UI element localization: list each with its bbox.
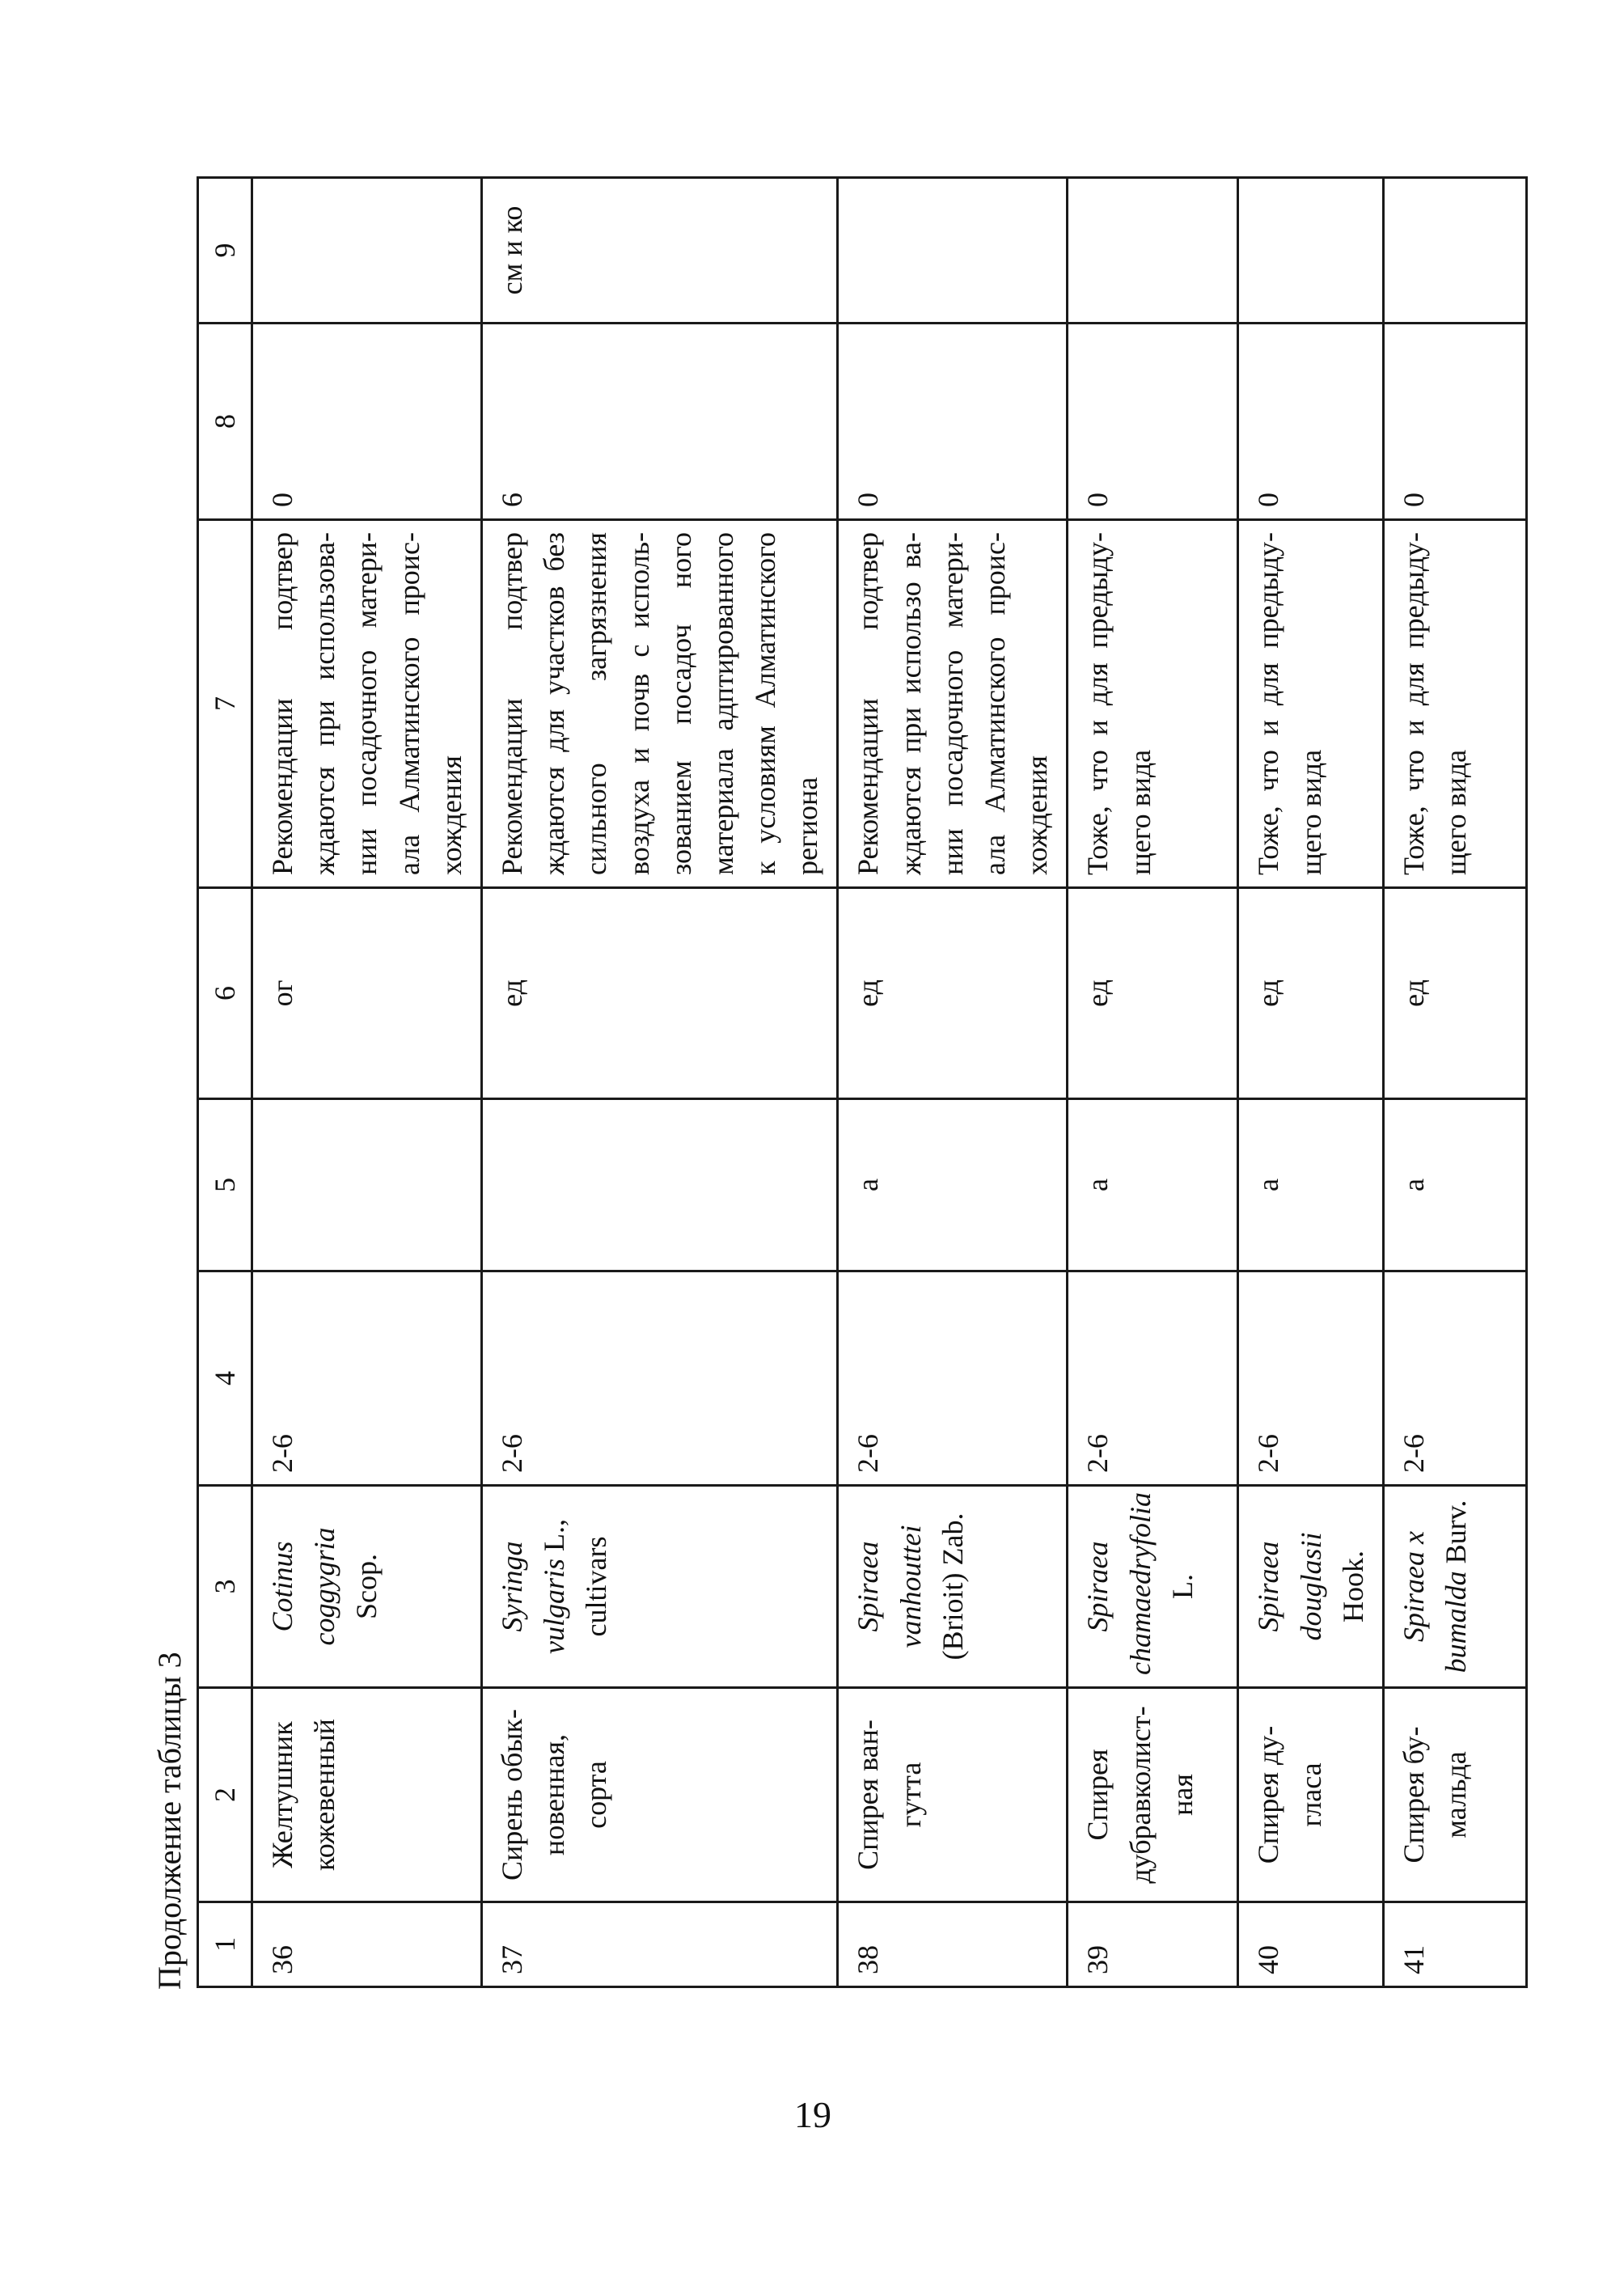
cell-col5: а [1383,1099,1526,1271]
latin-name [838,1486,1068,1688]
table-row [1068,178,1238,1987]
latin-name [1238,1486,1384,1688]
cell-col6: ед [838,888,1068,1099]
latin-name [252,1486,482,1688]
header-cell: 7 [198,520,252,888]
cell-col5 [481,1099,838,1271]
row-number: 36 [252,1902,482,1987]
cell-col8: 0 [1068,324,1238,520]
row-number: 37 [481,1902,838,1987]
common-name: Спирея ван-гутта [838,1688,1068,1902]
recommendation-text: Рекомендации подтвер ждаются при использова-нии посадочного матери-ала Алматинского проис-хождения [252,520,482,888]
latin-name-italic: Syringa vulgaris [495,1541,571,1655]
common-name: Желтушник кожевенный [252,1688,482,1902]
recommendation-text: Рекомендации подтвер ждаются для участков без сильного загрязнения воздуха и почв с исполь-зованием посадоч ного материала адптированного к условиям Алматинского региона [481,520,838,888]
cell-col5 [252,1099,482,1271]
cell-col4: 2-6 [1238,1271,1384,1486]
header-cell: 9 [198,178,252,324]
row-number: 39 [1068,1902,1238,1987]
cell-col8: 0 [1238,324,1384,520]
cell-col4: 2-6 [1068,1271,1238,1486]
latin-name [1068,1486,1238,1688]
cell-col8: 0 [1383,324,1526,520]
recommendation-text: Тоже, что и для предыду-щего вида [1383,520,1526,888]
common-name: Сирень обык-новенная, сорта [481,1688,838,1902]
cell-col9 [1383,178,1526,324]
cell-col8: 6 [481,324,838,520]
latin-name-author: L., cultivars [538,1519,613,1637]
latin-name-author: Burv. [1440,1500,1473,1564]
header-cell: 6 [198,888,252,1099]
cell-col9 [252,178,482,324]
cell-col9 [1068,178,1238,324]
recommendation-text: Тоже, что и для предыду-щего вида [1068,520,1238,888]
header-cell: 3 [198,1486,252,1688]
cell-col4: 2-6 [1383,1271,1526,1486]
data-table [197,176,1528,1988]
cell-col6: ед [1068,888,1238,1099]
latin-name-author: L. [1165,1574,1199,1599]
table-row [1383,178,1526,1987]
header-cell: 4 [198,1271,252,1486]
latin-name-italic: Spiraea chamaedryfolia [1081,1492,1157,1675]
latin-name-author: Hook. [1336,1551,1369,1622]
header-cell: 1 [198,1902,252,1987]
cell-col4: 2-6 [252,1271,482,1486]
cell-col5: а [838,1099,1068,1271]
latin-name [1383,1486,1526,1688]
header-cell: 2 [198,1688,252,1902]
cell-col9: см и ко [481,178,838,324]
table-row [838,178,1068,1987]
common-name: Спирея ду-гласа [1238,1688,1384,1902]
table-caption: Продолжение таблицы 3 [151,1652,188,1990]
table-row [252,178,482,1987]
row-number: 40 [1238,1902,1384,1987]
cell-col9 [838,178,1068,324]
cell-col8: 0 [252,324,482,520]
latin-name-author: Scop. [350,1554,383,1619]
recommendation-text: Рекомендации подтвер ждаются при использо ва-нии посадочного матери-ала Алматинского проис-хождения [838,520,1068,888]
table-row [1238,178,1384,1987]
table-row [481,178,838,1987]
page-number: 19 [794,2094,831,2135]
recommendation-text: Тоже, что и для предыду-щего вида [1238,520,1384,888]
header-row [198,178,252,1987]
cell-col5: а [1068,1099,1238,1271]
cell-col5: а [1238,1099,1384,1271]
cell-col9 [1238,178,1384,324]
latin-name-author: (Brioit) Zab. [936,1512,969,1661]
latin-name-italic: Spiraea douglasii [1252,1532,1327,1641]
cell-col6: ед [1238,888,1384,1099]
latin-name-italic: Spiraea x bumalda [1397,1531,1473,1673]
rotated-page-content [146,186,1473,1990]
header-cell: 8 [198,324,252,520]
header-cell: 5 [198,1099,252,1271]
cell-col6: ед [1383,888,1526,1099]
row-number: 38 [838,1902,1068,1987]
cell-col6: ог [252,888,482,1099]
row-number: 41 [1383,1902,1526,1987]
cell-col4: 2-6 [481,1271,838,1486]
cell-col8: 0 [838,324,1068,520]
latin-name [481,1486,838,1688]
latin-name-italic: Cotinus coggygria [266,1527,341,1646]
cell-col6: ед [481,888,838,1099]
cell-col4: 2-6 [838,1271,1068,1486]
common-name: Спирея дубравколист-ная [1068,1688,1238,1902]
common-name: Спирея бу-мальда [1383,1688,1526,1902]
latin-name-italic: Spiraea vanhouttei [852,1525,927,1648]
